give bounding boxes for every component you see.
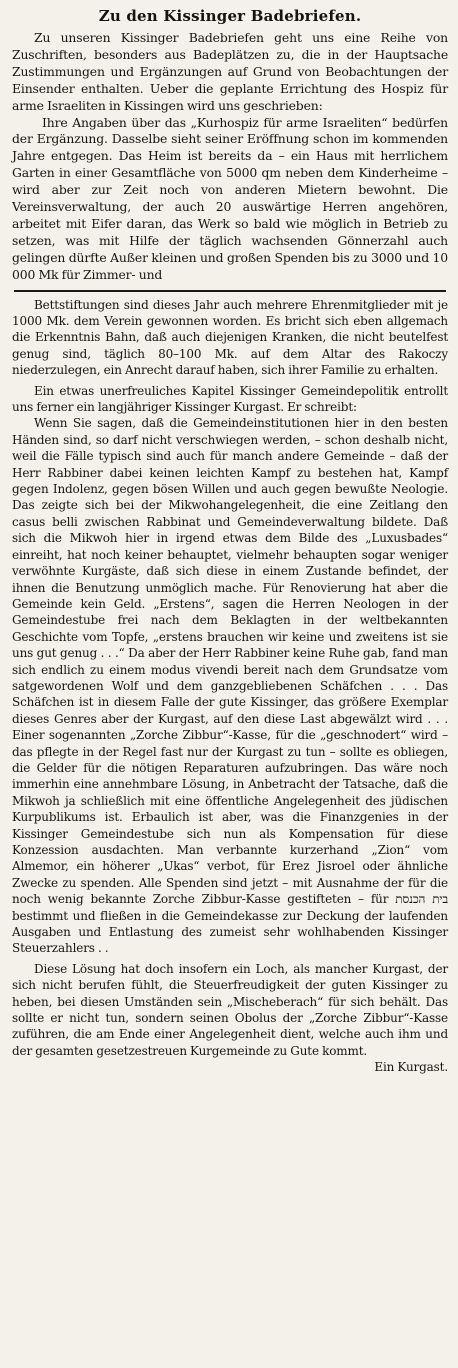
article-title: Zu den Kissinger Badebriefen.	[98, 7, 362, 25]
column-divider	[14, 290, 446, 292]
article-part-2	[12, 297, 448, 1076]
letter-body-paragraph-2	[12, 961, 448, 1076]
intro-paragraph: Zu unseren Kissinger Badebriefen geht uns eine Reihe von Zuschriften, besonders aus Badeplätzen zu, die in der Hauptsache Zustimmungen und Ergänzungen auf Grund von Beobachtungen der Einsender enthalten. Ueber die geplante Errichtung des Hospiz für arme Israeliten in Kissingen wird uns geschrieben:	[12, 30, 448, 113]
second-intro-paragraph: Ein etwas unerfreuliches Kapitel Kissinger Gemeindepolitik entrollt uns ferner ein langjähriger Kissinger Kurgast. Er schreibt:	[12, 383, 448, 415]
letter-body-text-2: Diese Lösung hat doch insofern ein Loch, als mancher Kurgast, der sich nicht berufen fühlt, die Steuerfreudigkeit der guten Kissinger zu heben, bei diesen Umständen sein „Mischeberach“ für sich behält. Das sollte er nicht tun, sondern seinen Obolus der „Zorche Zibbur“-Kasse zuführen, die am Ende einer Angelegenheit dient, welche auch ihm und der gesamten gesetzestreuen Kurgemeinde zu Gute kommt.	[12, 961, 448, 1058]
signature: Ein Kurgast.	[374, 1060, 448, 1075]
hospice-letter-paragraph: Ihre Angaben über das „Kurhospiz für arme Israeliten“ bedürfen der Ergänzung. Dasselbe sieht seiner Eröffnung schon im kommenden Jahre entgegen. Das Heim ist bereits da – ein Haus mit herrlichem Garten in einer Gesamtfläche von 5000 qm neben dem Kinderheime – wird aber zur Zeit noch von anderen Mietern bewohnt. Die Vereinsverwaltung, der auch 20 auswärtige Herren angehören, arbeitet mit Eifer daran, das Werk so bald wie möglich in Betrieb zu setzen, was mit Hilfe der täglich wachsenden Gönnerzahl auch gelingen dürfte Außer kleinen und großen Spenden bis zu 3000 und 10 000 Mk für Zimmer- und	[12, 114, 448, 282]
letter-body-paragraph-1: Wenn Sie sagen, daß die Gemeindeinstitutionen hier in den besten Händen sind, so darf nicht verschwiegen werden, – schon deshalb nicht, weil die Fälle typisch sind auch für manch andere Gemeinde – daß der Herr Rabbiner dabei keinen leichten Kampf zu bestehen hat, Kampf gegen Indolenz, gegen bösen Willen und auch gegen bewußte Neologie. Das zeigte sich bei der Mikwohangelegenheit, die eine Zeitlang den casus belli zwischen Rabbinat und Gemeindeverwaltung bildete. Daß sich die Mikwoh hier in irgend etwas dem Bilde des „Luxusbades“ einreiht, hat noch keiner behauptet, vielmehr behaupten sogar weniger verwöhnte Kurgäste, daß sich diese in einem Zustande befindet, der ihnen die Benutzung unmöglich mache. Für Renovierung hat aber die Gemeinde kein Geld. „Erstens“, sagen die Herren Neologen in der Gemeindestube frei nach dem Beklagten in der weltbekannten Geschichte vom Topfe, „erstens brauchen wir keine und zweitens ist sie uns gut genug . . .“ Da aber der Herr Rabbiner keine Ruhe gab, fand man sich endlich zu einem modus vivendi bereit nach dem Grundsatze vom satgewordenen Wolf und dem ganzgebliebenen Schäfchen . . . Das Schäfchen ist in diesem Falle der gute Kissinger, das größere Exemplar dieses Genres aber der Kurgast, auf den diese Last abgewälzt wird . . . Einer sogenannten „Zorche Zibbur“-Kasse, für die „geschnodert“ wird – das pflegte in der Regel fast nur der Kurgast zu tun – sollte es obliegen, die Gelder für die nötigen Reparaturen aufzubringen. Das wäre noch immerhin eine annehmbare Lösung, in Anbetracht der Tatsache, daß die Mikwoh ja schließlich mit eine öffentliche Angelegenheit des jüdischen Kurpublikums ist. Erbaulich ist aber, was die Finanzgenies in der Kissinger Gemeindestube sich nun als Kompensation für diese Konzession ausdachten. Man verbannte kurzerhand „Zion“ vom Almemor, ein höherer „Ukas“ verbot, für Erez Jisroel oder ähnliche Zwecke zu spenden. Alle Spenden sind jetzt – mit Ausnahme der für die noch wenig bekannte Zorche Zibbur-Kasse gestifteten – für בית הכנסת bestimmt und fließen in die Gemeindekasse zur Deckung der laufenden Ausgaben und Entlastung des zumeist sehr wohlhabenden Kissinger Steuerzahlers . .	[12, 416, 448, 956]
continuation-paragraph: Bettstiftungen sind dieses Jahr auch mehrere Ehrenmitglieder mit je 1000 Mk. dem Verein gewonnen worden. Es bricht sich eben allgemach die Erkenntnis Bahn, daß auch diejenigen Kranken, die nicht beutelfest genug sind, täglich 80–100 Mk. auf dem Altar des Rakoczy niederzulegen, ein Anrecht darauf haben, sich ihrer Familie zu erhalten.	[12, 297, 448, 378]
article-part-1	[12, 30, 448, 284]
